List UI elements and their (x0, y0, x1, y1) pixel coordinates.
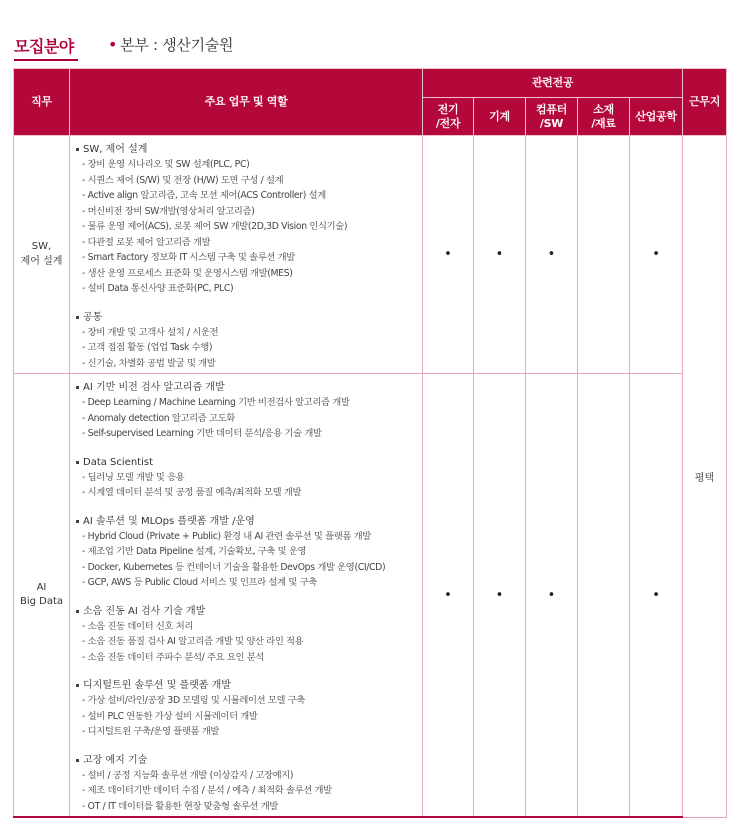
major-mark-cell (578, 136, 630, 374)
duty-item: - Active align 알고리즘, 고속 모션 제어(ACS Controller) 설계 (82, 190, 326, 201)
duty-group-title (76, 310, 418, 325)
dot-mark-icon: • (547, 587, 556, 603)
major-mark-cell (526, 374, 578, 818)
duty-group-title-text: SW, 제어 설계 (83, 144, 148, 155)
table-row (14, 374, 727, 818)
duty-item: - 설비 Data 통신사양 표준화(PC, PLC) (82, 283, 234, 294)
duty-item: - 설비 PLC 연동한 가상 설비 시뮬레이터 개발 (82, 710, 258, 722)
col-header-location: 근무지 (683, 69, 727, 136)
location-cell: 평택 (683, 136, 727, 818)
division-label (108, 34, 233, 55)
duty-item: - 소음 진동 데이터 신호 처리 (82, 620, 193, 632)
dot-mark-icon: • (547, 247, 556, 262)
dot-mark-icon: • (444, 587, 452, 603)
duty-item: - 시계열 데이터 분석 및 공정 품질 예측/최적화 모델 개발 (82, 487, 302, 498)
duty-group-title (76, 753, 418, 768)
col-header-major-0: 전기 /전자 (423, 98, 474, 136)
section-header (14, 33, 74, 57)
square-bullet-icon (76, 684, 79, 687)
duty-group-title-text: 디지털트윈 솔루션 및 플랫폼 개발 (83, 680, 231, 691)
major-mark-cell (423, 136, 474, 374)
duty-item: - GCP, AWS 등 Public Cloud 서비스 및 인프라 설계 및 구축 (82, 577, 317, 588)
duty-item: - 장비 운영 시나리오 및 SW 설계(PLC, PC) (82, 159, 250, 170)
major-mark-cell (423, 374, 474, 818)
duty-group (76, 604, 418, 666)
square-bullet-icon (76, 461, 79, 464)
duty-group-title (76, 604, 418, 619)
major-mark-cell (474, 136, 526, 374)
dot-mark-icon: • (444, 247, 452, 262)
duty-group (76, 514, 418, 591)
dot-mark-icon: • (652, 587, 660, 603)
duty-item: - 신기술, 차별화 공법 발굴 및 개발 (82, 357, 216, 369)
major-mark-cell (630, 136, 683, 374)
duty-item: - Hybrid Cloud (Private + Public) 환경 내 AI 관련 솔루션 및 플랫폼 개발 (82, 530, 371, 542)
major-mark-cell (578, 374, 630, 818)
duty-cell (70, 136, 423, 374)
major-mark-cell (526, 136, 578, 374)
duty-group-title (76, 678, 418, 693)
duty-item: - 설비 / 공정 지능화 솔루션 개발 (이상감지 / 고장예지) (82, 769, 294, 781)
duty-group (76, 310, 418, 372)
duty-group-title-text: 소음 진동 AI 검사 기술 개발 (83, 605, 206, 617)
major-mark-cell (474, 374, 526, 818)
table-row (14, 136, 727, 374)
col-header-major-2: 컴퓨터 /SW (526, 98, 578, 136)
duty-group-title-text: AI 기반 비전 검사 알고리즘 개발 (83, 382, 225, 393)
duty-item: - OT / IT 데이터를 활용한 현장 맞춤형 솔루션 개발 (82, 800, 278, 812)
duty-item: - 소음 진동 데이터 주파수 분석/ 주요 요인 분석 (82, 651, 264, 663)
duty-group-title (76, 142, 418, 157)
duty-group-title-text: 고장 예지 기술 (83, 754, 148, 766)
duty-item: - 가상 설비/라인/공장 3D 모델링 및 시뮬레이션 모델 구축 (82, 695, 306, 706)
square-bullet-icon (76, 610, 79, 613)
col-header-major-1: 기계 (474, 98, 526, 136)
division-bullet-icon: • (108, 35, 118, 54)
duty-item: - Anomaly detection 알고리즘 고도화 (82, 412, 235, 424)
duty-cell (70, 374, 423, 818)
recruit-table (13, 68, 727, 818)
duty-item: - Docker, Kubernetes 등 컨테이너 기술을 활용한 DevOps 개발 운영(CI/CD) (82, 561, 386, 573)
title-underline (14, 59, 78, 61)
duty-group-title-text: 공통 (83, 311, 103, 323)
col-header-job: 직무 (14, 69, 70, 136)
duty-item: - 디지털트윈 구축/운영 플랫폼 개발 (82, 726, 220, 737)
duty-group (76, 455, 418, 501)
square-bullet-icon (76, 148, 79, 151)
duty-item: - Deep Learning / Machine Learning 기반 비전검사 알고리즘 개발 (82, 397, 350, 408)
duty-item: - 딥러닝 모델 개발 및 응용 (82, 471, 185, 483)
dot-mark-icon: • (495, 587, 504, 603)
square-bullet-icon (76, 316, 79, 319)
square-bullet-icon (76, 386, 79, 389)
job-cell: AI Big Data (14, 374, 70, 818)
duty-group (76, 380, 418, 442)
duty-group-title (76, 514, 418, 529)
duty-item: - 제조 데이터기반 데이터 수집 / 분석 / 예측 / 최적화 솔루션 개발 (82, 785, 332, 796)
major-mark-cell (630, 374, 683, 818)
dot-mark-icon: • (652, 247, 660, 262)
duty-group (76, 753, 418, 815)
duty-item: - 시퀀스 제어 (S/W) 및 전장 (H/W) 도면 구성 / 설계 (82, 174, 284, 186)
duty-item: - 장비 개발 및 고객사 설치 / 시운전 (82, 326, 219, 338)
duty-item: - 고객 접점 활동 (업업 Task 수행) (82, 342, 213, 353)
duty-item: - 물류 운영 제어(ACS), 로봇 제어 SW 개발(2D,3D Vision 인식기술) (82, 221, 348, 232)
duty-item: - Smart Factory 정보화 IT 시스템 구축 및 솔루션 개발 (82, 252, 295, 263)
dot-mark-icon: • (495, 247, 504, 262)
duty-item: - 소음 진동 품질 검사 AI 알고리즘 개발 및 양산 라인 적용 (82, 636, 304, 647)
duty-group-title (76, 380, 418, 395)
duty-item: - Self-supervised Learning 기반 데이터 분석/응용 기술 개발 (82, 428, 322, 439)
duty-group-title (76, 455, 418, 470)
duty-group-title-text: Data Scientist (83, 456, 153, 468)
division-text: 본부 : 생산기술원 (120, 36, 234, 54)
section-title: 모집분야 (14, 36, 74, 56)
duty-item: - 머신비전 장비 SW개발(영상처리 알고리즘) (82, 205, 255, 217)
duty-group (76, 678, 418, 740)
col-header-duty: 주요 업무 및 역할 (70, 69, 423, 136)
square-bullet-icon (76, 520, 79, 523)
col-header-major-group: 관련전공 (423, 69, 683, 98)
duty-group (76, 142, 418, 297)
duty-item: - 생산 운영 프로세스 표준화 및 운영시스템 개발(MES) (82, 267, 293, 279)
square-bullet-icon (76, 759, 79, 762)
duty-item: - 다관절 로봇 제어 알고리즘 개발 (82, 236, 211, 248)
col-header-major-3: 소재 /재료 (578, 98, 630, 136)
duty-group-title-text: AI 솔루션 및 MLOps 플랫폼 개발 /운영 (83, 515, 255, 527)
job-cell: SW, 제어 설계 (14, 136, 70, 374)
duty-item: - 제조업 기반 Data Pipeline 설계, 기술확보, 구축 및 운영 (82, 546, 307, 557)
col-header-major-4: 산업공학 (630, 98, 683, 136)
